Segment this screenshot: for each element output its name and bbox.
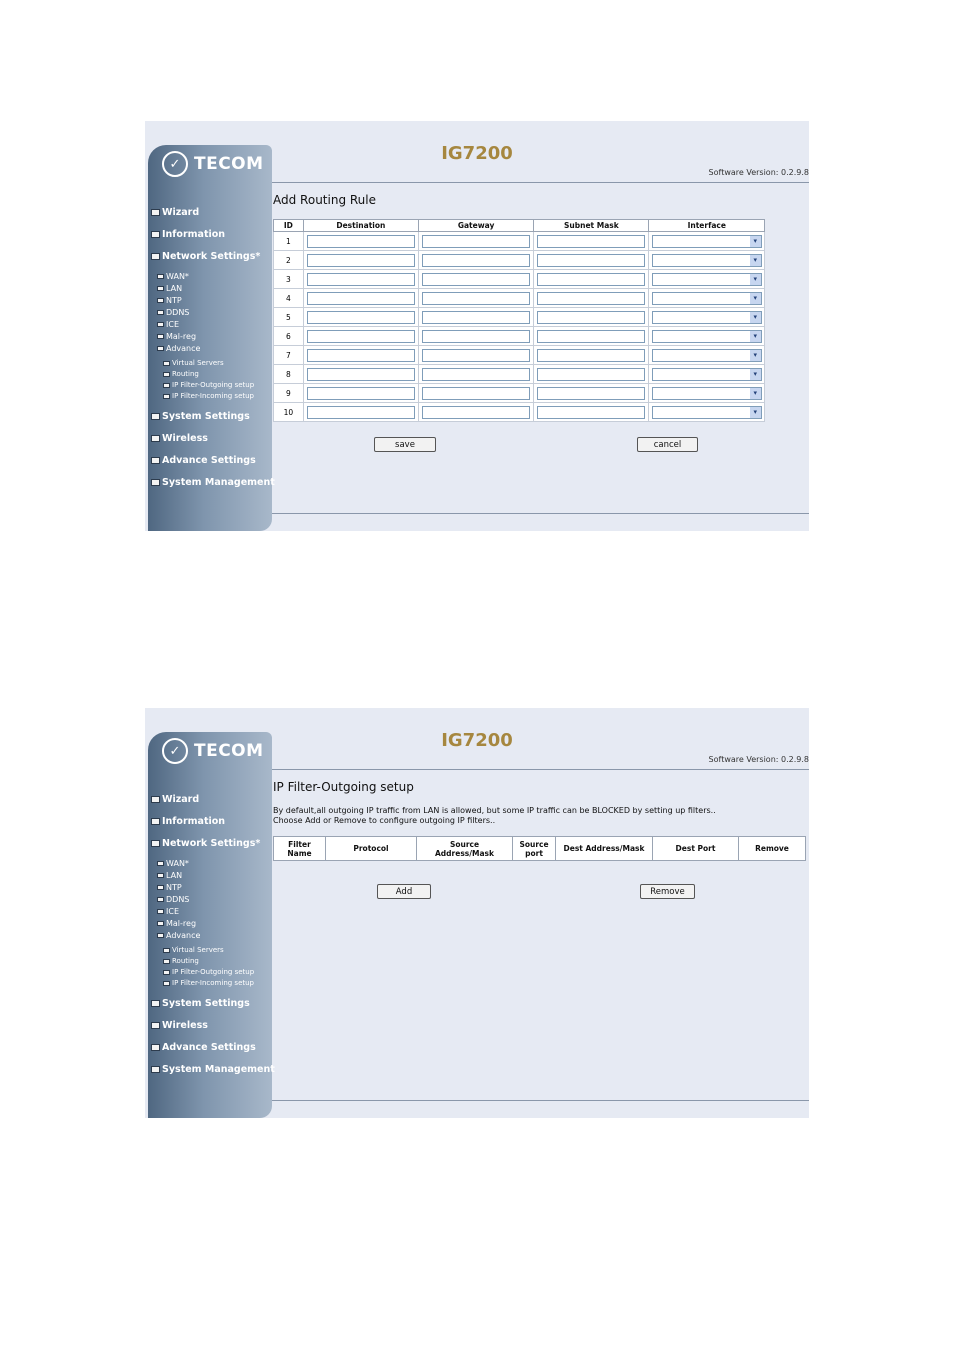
- header-line: Dest Port: [675, 844, 716, 853]
- nav-information[interactable]: Information: [151, 229, 225, 240]
- tecom-logo-icon: ✓: [162, 738, 188, 764]
- interface-select[interactable]: [652, 406, 762, 419]
- table-cell: [418, 270, 533, 289]
- subnet-mask-input[interactable]: [537, 273, 645, 286]
- table-cell: [303, 308, 418, 327]
- folder-icon: [157, 861, 164, 866]
- row-id: 1: [274, 232, 304, 251]
- folder-icon: [157, 310, 164, 315]
- folder-icon: [163, 361, 170, 366]
- gateway-input[interactable]: [422, 387, 530, 400]
- header-line: Filter: [288, 839, 311, 849]
- software-version: Software Version: 0.2.9.8: [708, 168, 809, 177]
- table-cell: [649, 289, 765, 308]
- table-cell: [649, 365, 765, 384]
- folder-open-icon: [157, 933, 164, 938]
- nav-system-management[interactable]: System Management: [151, 1064, 275, 1075]
- folder-icon: [151, 209, 160, 216]
- nav-ntp[interactable]: NTP: [157, 296, 182, 305]
- table-cell: [649, 327, 765, 346]
- folder-icon: [163, 372, 170, 377]
- header-line: Source: [519, 839, 549, 849]
- subnet-mask-input[interactable]: [537, 254, 645, 267]
- nav-virtual-servers[interactable]: Virtual Servers: [163, 946, 224, 954]
- add-button[interactable]: Add: [377, 884, 431, 899]
- row-id: 3: [274, 270, 304, 289]
- table-cell: [649, 346, 765, 365]
- col-source-port: [513, 837, 556, 861]
- table-cell: [649, 251, 765, 270]
- remove-button[interactable]: Remove: [640, 884, 695, 899]
- destination-input[interactable]: [307, 387, 415, 400]
- col-dest-port: [653, 837, 739, 861]
- row-id: 9: [274, 384, 304, 403]
- table-cell: [303, 384, 418, 403]
- nav-advance[interactable]: Advance: [157, 931, 200, 940]
- interface-select[interactable]: [652, 311, 762, 324]
- nav-ntp[interactable]: NTP: [157, 883, 182, 892]
- table-cell: [303, 251, 418, 270]
- save-button[interactable]: save: [374, 437, 436, 452]
- software-version: Software Version: 0.2.9.8: [708, 755, 809, 764]
- table-cell: [303, 232, 418, 251]
- table-cell: [418, 327, 533, 346]
- col-destination: Destination: [303, 220, 418, 232]
- interface-select[interactable]: [652, 273, 762, 286]
- interface-select[interactable]: [652, 387, 762, 400]
- col-source-address-mask: [417, 837, 513, 861]
- table-cell: [534, 308, 649, 327]
- chevron-down-icon[interactable]: ▾: [750, 369, 761, 380]
- subnet-mask-input[interactable]: [537, 349, 645, 362]
- header-line: Address/Mask: [435, 848, 494, 858]
- table-cell: [303, 327, 418, 346]
- nav-lan[interactable]: LAN: [157, 284, 182, 293]
- col-id: ID: [274, 220, 304, 232]
- footer-divider: [272, 1100, 809, 1101]
- folder-icon: [151, 818, 160, 825]
- nav-ice[interactable]: ICE: [157, 907, 179, 916]
- table-cell: [649, 270, 765, 289]
- gateway-input[interactable]: [422, 406, 530, 419]
- folder-icon: [157, 322, 164, 327]
- col-gateway: Gateway: [418, 220, 533, 232]
- header-line: Name: [287, 848, 312, 858]
- folder-icon: [151, 457, 160, 464]
- table-row: [274, 346, 765, 365]
- table-cell: [418, 308, 533, 327]
- folder-icon: [151, 1000, 160, 1007]
- table-cell: [534, 365, 649, 384]
- destination-input[interactable]: [307, 349, 415, 362]
- table-cell: [534, 289, 649, 308]
- filter-table: [273, 836, 806, 861]
- subnet-mask-input[interactable]: [537, 311, 645, 324]
- table-cell: [649, 232, 765, 251]
- table-row: [274, 308, 765, 327]
- nav-mal-reg[interactable]: Mal-reg: [157, 919, 196, 928]
- folder-icon: [151, 231, 160, 238]
- folder-icon: [151, 1066, 160, 1073]
- subnet-mask-input[interactable]: [537, 330, 645, 343]
- brand-name: TECOM: [194, 741, 264, 761]
- row-id: 5: [274, 308, 304, 327]
- col-remove: [739, 837, 806, 861]
- product-title: IG7200: [441, 730, 513, 751]
- table-cell: [534, 403, 649, 422]
- gateway-input[interactable]: [422, 235, 530, 248]
- table-cell: [534, 270, 649, 289]
- nav-virtual-servers[interactable]: Virtual Servers: [163, 359, 224, 367]
- subnet-mask-input[interactable]: [537, 406, 645, 419]
- table-cell: [534, 251, 649, 270]
- gateway-input[interactable]: [422, 292, 530, 305]
- table-row: [274, 327, 765, 346]
- destination-input[interactable]: [307, 406, 415, 419]
- nav-ddns[interactable]: DDNS: [157, 895, 189, 904]
- table-cell: [534, 346, 649, 365]
- gateway-input[interactable]: [422, 330, 530, 343]
- description-line-2: Choose Add or Remove to configure outgoing IP filters..: [273, 816, 496, 825]
- folder-icon: [157, 909, 164, 914]
- table-cell: [418, 365, 533, 384]
- row-id: 7: [274, 346, 304, 365]
- row-id: 2: [274, 251, 304, 270]
- nav-advance-settings[interactable]: Advance Settings: [151, 1042, 256, 1053]
- nav-wizard[interactable]: Wizard: [151, 207, 199, 218]
- folder-icon: [157, 897, 164, 902]
- nav-network-settings[interactable]: Network Settings*: [151, 838, 260, 849]
- table-cell: [418, 346, 533, 365]
- nav-ip-filter-incoming[interactable]: IP Filter-Incoming setup: [163, 979, 254, 987]
- folder-icon: [163, 948, 170, 953]
- interface-select[interactable]: [652, 235, 762, 248]
- tecom-logo-icon: ✓: [162, 151, 188, 177]
- description-line-1: By default,all outgoing IP traffic from LAN is allowed, but some IP traffic can be BLOCKED by setting up filters..: [273, 806, 716, 815]
- destination-input[interactable]: [307, 254, 415, 267]
- table-cell: [418, 289, 533, 308]
- destination-input[interactable]: [307, 292, 415, 305]
- col-protocol: [326, 837, 417, 861]
- folder-icon: [157, 298, 164, 303]
- routing-screenshot: [145, 121, 809, 531]
- sidebar: [148, 145, 275, 531]
- destination-input[interactable]: [307, 368, 415, 381]
- nav-routing[interactable]: Routing: [163, 957, 199, 965]
- folder-icon: [157, 873, 164, 878]
- folder-open-icon: [151, 840, 160, 847]
- header-line: Dest Address/Mask: [563, 844, 645, 853]
- interface-select[interactable]: [652, 330, 762, 343]
- nav-ip-filter-outgoing[interactable]: IP Filter-Outgoing setup: [163, 381, 254, 389]
- table-cell: [303, 289, 418, 308]
- chevron-down-icon[interactable]: ▾: [750, 293, 761, 304]
- header-line: Protocol: [353, 844, 389, 853]
- table-row: [274, 365, 765, 384]
- header-line: port: [525, 848, 543, 858]
- nav-ddns[interactable]: DDNS: [157, 308, 189, 317]
- page-title: Add Routing Rule: [273, 193, 376, 207]
- row-id: 4: [274, 289, 304, 308]
- interface-select[interactable]: [652, 349, 762, 362]
- interface-select[interactable]: [652, 292, 762, 305]
- table-cell: [303, 365, 418, 384]
- nav-wireless[interactable]: Wireless: [151, 1020, 208, 1031]
- folder-icon: [157, 921, 164, 926]
- folder-icon: [163, 970, 170, 975]
- folder-icon: [157, 885, 164, 890]
- gateway-input[interactable]: [422, 349, 530, 362]
- destination-input[interactable]: [307, 273, 415, 286]
- table-row: [274, 251, 765, 270]
- table-cell: [303, 270, 418, 289]
- interface-select[interactable]: [652, 368, 762, 381]
- chevron-down-icon[interactable]: ▾: [750, 407, 761, 418]
- table-row: [274, 403, 765, 422]
- nav-ice[interactable]: ICE: [157, 320, 179, 329]
- table-cell: [418, 251, 533, 270]
- nav-system-settings[interactable]: System Settings: [151, 411, 250, 422]
- destination-input[interactable]: [307, 311, 415, 324]
- folder-open-icon: [151, 253, 160, 260]
- table-cell: [534, 327, 649, 346]
- chevron-down-icon[interactable]: ▾: [750, 388, 761, 399]
- nav-mal-reg[interactable]: Mal-reg: [157, 332, 196, 341]
- header-line: Source: [449, 839, 480, 849]
- folder-icon: [151, 1044, 160, 1051]
- destination-input[interactable]: [307, 330, 415, 343]
- nav-wireless[interactable]: Wireless: [151, 433, 208, 444]
- row-id: 10: [274, 403, 304, 422]
- nav-lan[interactable]: LAN: [157, 871, 182, 880]
- cancel-button[interactable]: cancel: [637, 437, 698, 452]
- col-dest-address-mask: [556, 837, 653, 861]
- table-cell: [649, 384, 765, 403]
- page-title: IP Filter-Outgoing setup: [273, 780, 414, 794]
- table-row: [274, 289, 765, 308]
- folder-icon: [163, 394, 170, 399]
- destination-input[interactable]: [307, 235, 415, 248]
- folder-icon: [157, 334, 164, 339]
- nav-system-settings[interactable]: System Settings: [151, 998, 250, 1009]
- nav-wan[interactable]: WAN*: [157, 272, 189, 281]
- folder-icon: [157, 274, 164, 279]
- gateway-input[interactable]: [422, 311, 530, 324]
- nav-wizard[interactable]: Wizard: [151, 794, 199, 805]
- footer-divider: [272, 513, 809, 514]
- nav-network-settings[interactable]: Network Settings*: [151, 251, 260, 262]
- table-cell: [534, 384, 649, 403]
- header-divider: [272, 182, 809, 183]
- interface-select[interactable]: [652, 254, 762, 267]
- routing-table: [273, 219, 765, 422]
- table-cell: [649, 403, 765, 422]
- table-cell: [418, 403, 533, 422]
- folder-icon: [163, 981, 170, 986]
- nav-ip-filter-outgoing[interactable]: IP Filter-Outgoing setup: [163, 968, 254, 976]
- table-cell: [418, 384, 533, 403]
- subnet-mask-input[interactable]: [537, 368, 645, 381]
- chevron-down-icon[interactable]: ▾: [750, 312, 761, 323]
- table-cell: [303, 403, 418, 422]
- folder-open-icon: [157, 346, 164, 351]
- subnet-mask-input[interactable]: [537, 235, 645, 248]
- nav-advance-settings[interactable]: Advance Settings: [151, 455, 256, 466]
- sidebar: [148, 732, 275, 1118]
- subnet-mask-input[interactable]: [537, 387, 645, 400]
- header-line: Remove: [755, 844, 789, 853]
- row-id: 8: [274, 365, 304, 384]
- subnet-mask-input[interactable]: [537, 292, 645, 305]
- table-cell: [649, 308, 765, 327]
- col-subnet-mask: Subnet Mask: [534, 220, 649, 232]
- chevron-down-icon[interactable]: ▾: [750, 236, 761, 247]
- table-row: [274, 384, 765, 403]
- table-row: [274, 232, 765, 251]
- chevron-down-icon[interactable]: ▾: [750, 350, 761, 361]
- table-cell: [303, 346, 418, 365]
- folder-icon: [151, 1022, 160, 1029]
- folder-icon: [163, 383, 170, 388]
- table-cell: [418, 232, 533, 251]
- nav-ip-filter-incoming[interactable]: IP Filter-Incoming setup: [163, 392, 254, 400]
- nav-routing[interactable]: Routing: [163, 370, 199, 378]
- filter-screenshot: [145, 708, 809, 1118]
- folder-icon: [151, 479, 160, 486]
- chevron-down-icon[interactable]: ▾: [750, 255, 761, 266]
- folder-icon: [163, 959, 170, 964]
- folder-icon: [151, 413, 160, 420]
- brand-name: TECOM: [194, 154, 264, 174]
- nav-wan[interactable]: WAN*: [157, 859, 189, 868]
- gateway-input[interactable]: [422, 254, 530, 267]
- table-cell: [534, 232, 649, 251]
- gateway-input[interactable]: [422, 273, 530, 286]
- filter-description: [273, 806, 716, 826]
- folder-icon: [151, 435, 160, 442]
- header-divider: [272, 769, 809, 770]
- chevron-down-icon[interactable]: ▾: [750, 331, 761, 342]
- nav-advance[interactable]: Advance: [157, 344, 200, 353]
- row-id: 6: [274, 327, 304, 346]
- gateway-input[interactable]: [422, 368, 530, 381]
- nav-system-management[interactable]: System Management: [151, 477, 275, 488]
- col-filter-name: [274, 837, 326, 861]
- folder-icon: [151, 796, 160, 803]
- nav-information[interactable]: Information: [151, 816, 225, 827]
- product-title: IG7200: [441, 143, 513, 164]
- chevron-down-icon[interactable]: ▾: [750, 274, 761, 285]
- folder-icon: [157, 286, 164, 291]
- col-interface: Interface: [649, 220, 765, 232]
- table-row: [274, 270, 765, 289]
